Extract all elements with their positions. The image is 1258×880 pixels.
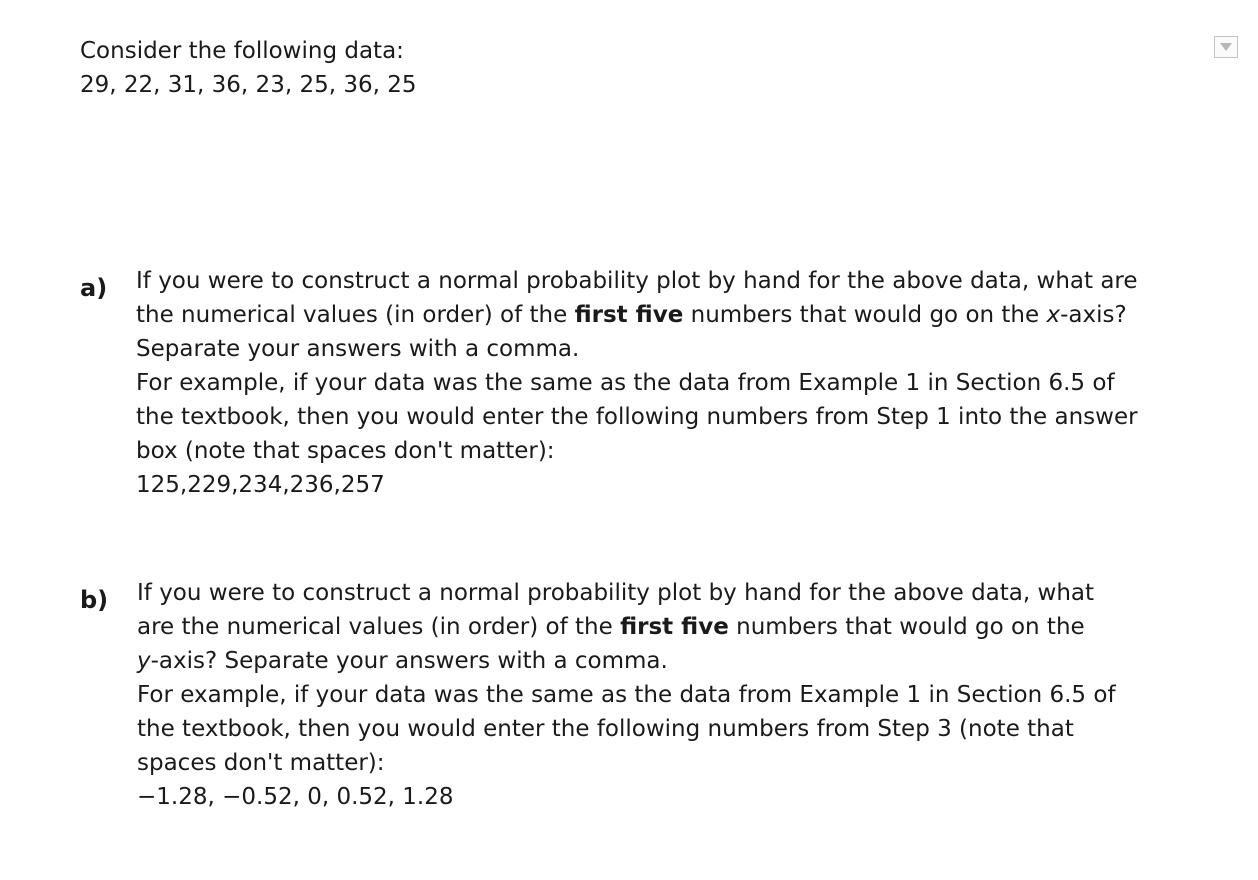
- question-line: the textbook, then you would enter the following numbers from Step 3 (note that: [137, 716, 1074, 742]
- text-segment: -axis? Separate your answers with a comma.: [150, 648, 668, 674]
- data-intro: [80, 34, 417, 102]
- emphasis-text: first five: [620, 614, 729, 640]
- question-label: b): [80, 586, 109, 614]
- question-line: spaces don't matter):: [137, 750, 385, 776]
- example-answer: −1.28, −0.52, 0, 0.52, 1.28: [137, 784, 454, 810]
- text-segment: numbers that would go on the: [683, 302, 1047, 328]
- emphasis-text: first five: [574, 302, 684, 328]
- data-values: 29, 22, 31, 36, 23, 25, 36, 25: [80, 72, 417, 98]
- question-line: the textbook, then you would enter the following numbers from Step 1 into the answer: [136, 404, 1138, 430]
- question-line: Separate your answers with a comma.: [136, 336, 580, 362]
- text-segment: the numerical values (in order) of the: [136, 302, 575, 328]
- question-line: If you were to construct a normal probability plot by hand for the above data, what: [137, 580, 1095, 606]
- question-line: [137, 644, 1230, 678]
- question-b: [80, 576, 1230, 814]
- axis-variable: x: [1046, 302, 1061, 328]
- question-line: [137, 610, 1230, 644]
- text-segment: numbers that would go on the: [728, 614, 1085, 640]
- text-segment: -axis?: [1060, 302, 1127, 328]
- question-label: a): [80, 274, 108, 302]
- intro-heading: Consider the following data:: [80, 38, 404, 64]
- question-body: [137, 576, 1230, 814]
- dropdown-toggle-button[interactable]: [1214, 36, 1238, 58]
- example-answer: 125,229,234,236,257: [136, 472, 385, 498]
- question-line: If you were to construct a normal probability plot by hand for the above data, what are: [136, 268, 1138, 294]
- question-a: [80, 264, 1230, 502]
- question-line: For example, if your data was the same as the data from Example 1 in Section 6.5 of: [137, 682, 1116, 708]
- question-line: [136, 298, 1230, 332]
- question-line: box (note that spaces don't matter):: [136, 438, 555, 464]
- chevron-down-icon: [1220, 43, 1232, 51]
- text-segment: are the numerical values (in order) of the: [137, 614, 621, 640]
- axis-variable: y: [137, 648, 151, 674]
- question-body: [136, 264, 1230, 502]
- question-line: For example, if your data was the same as the data from Example 1 in Section 6.5 of: [136, 370, 1115, 396]
